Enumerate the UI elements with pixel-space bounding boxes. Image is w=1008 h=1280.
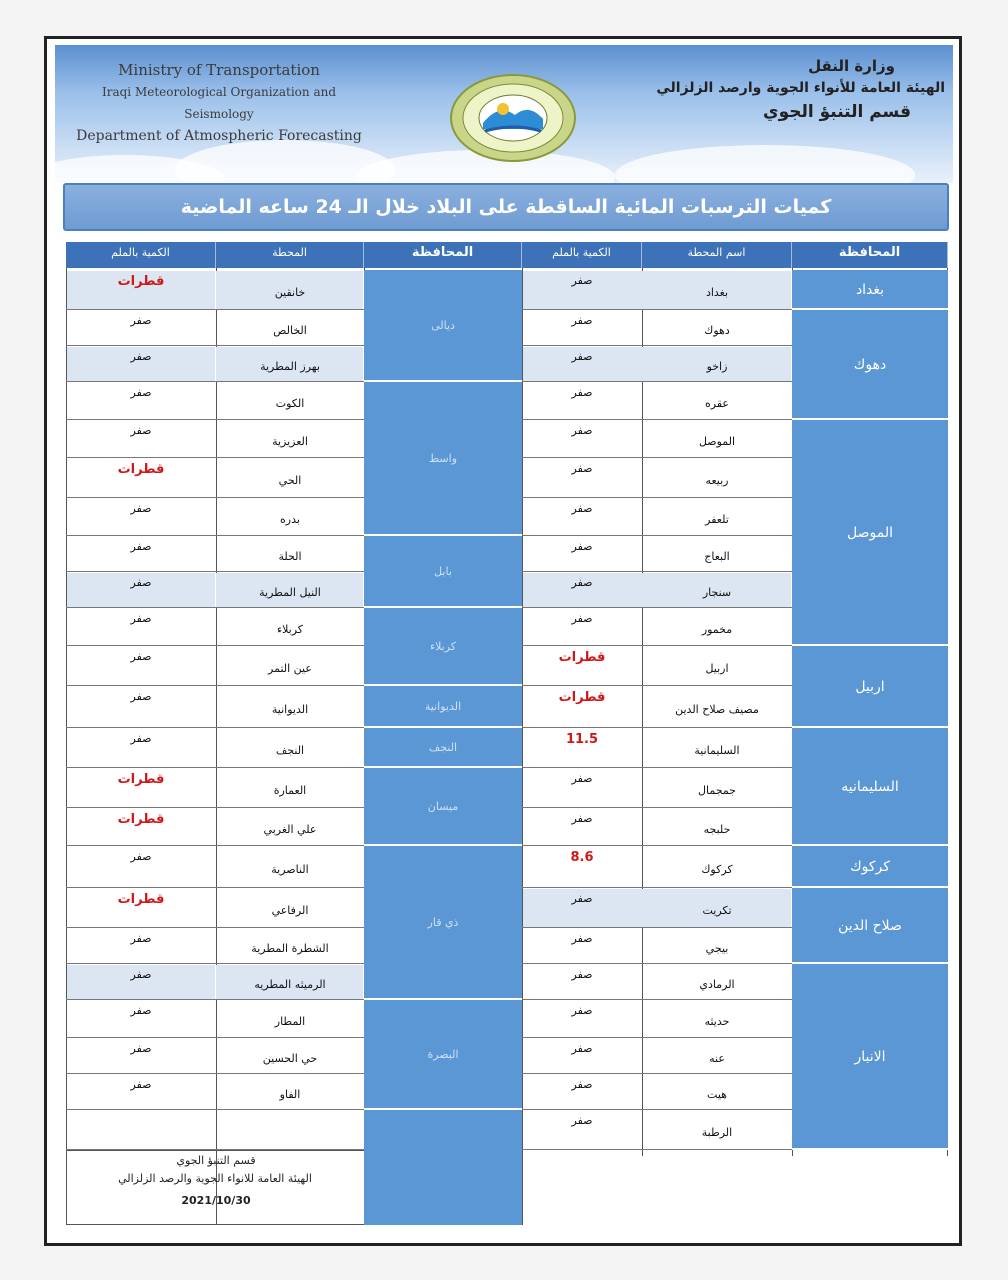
left-station-name: النيل المطرية	[259, 586, 321, 599]
right-rain-amount: صفر	[571, 1042, 593, 1055]
left-rain-amount: قطرات	[117, 462, 165, 477]
left-station-name: حي الحسين	[262, 1052, 318, 1065]
report-title: كميات الترسبات المائية الساقطة على البلاد خلال الـ 24 ساعه الماضية	[180, 196, 832, 218]
left-rain-amount: صفر	[130, 732, 152, 745]
right-rain-amount: صفر	[571, 892, 593, 905]
left-station-name: الديوانية	[271, 703, 309, 716]
left-rain-amount: صفر	[130, 540, 152, 553]
left-station-name: كربلاء	[276, 623, 304, 636]
right-station-name: كركوك	[701, 863, 733, 876]
left-rain-amount: صفر	[130, 968, 152, 981]
right-amount-header: الكمية بالملم	[522, 242, 642, 268]
right-station-name: جمجمال	[698, 784, 736, 797]
signature-organization: الهيئة العامة للانواء الجوية والرصد الزلزالي	[118, 1172, 312, 1185]
right-station-name: الرمادي	[699, 978, 735, 991]
left-station-name: العزيزية	[272, 435, 308, 448]
left-station-name: النجف	[275, 744, 305, 757]
left-rain-amount: صفر	[130, 424, 152, 437]
left-station-name: الرميثه المطريه	[254, 978, 326, 991]
left-rain-amount: صفر	[130, 1078, 152, 1091]
left-station-name: المطار	[274, 1015, 306, 1028]
right-rain-amount: صفر	[571, 502, 593, 515]
right-station-name: الموصل	[698, 435, 736, 448]
left-governorate-header: المحافظة	[364, 242, 522, 268]
left-station-name: عين التمر	[268, 662, 312, 675]
right-station-name: زاخو	[706, 360, 728, 373]
report-sheet	[44, 36, 962, 1246]
right-rain-amount: صفر	[571, 1004, 593, 1017]
precipitation-table	[66, 242, 948, 1226]
right-governorate-cell: الانبار	[792, 964, 948, 1150]
left-rain-amount: قطرات	[117, 274, 165, 289]
right-station-name: تلعفر	[705, 513, 729, 526]
ministry-name-en: Ministry of Transportation	[118, 61, 320, 79]
signature-date: 2021/10/30	[181, 1194, 251, 1207]
left-rain-amount: صفر	[130, 386, 152, 399]
right-rain-amount: 8.6	[570, 850, 594, 865]
left-station-name: الناصرية	[271, 863, 309, 876]
organization-name-en: Iraqi Meteorological Organization and Seismology	[101, 85, 337, 121]
right-rain-amount: صفر	[571, 462, 593, 475]
left-amount-header: الكمية بالملم	[66, 242, 216, 268]
left-governorate-cell: ميسان	[364, 768, 522, 846]
left-rain-amount: صفر	[130, 1042, 152, 1055]
right-station-name: مصيف صلاح الدين	[675, 703, 759, 716]
letterhead	[55, 45, 953, 183]
right-governorate-cell: دهوك	[792, 310, 948, 420]
right-governorate-cell: كركوك	[792, 846, 948, 888]
left-station-name: الخالص	[273, 324, 307, 337]
right-station-name: بغداد	[705, 286, 729, 299]
right-rain-amount: صفر	[571, 540, 593, 553]
right-station-name: عنه	[709, 1052, 725, 1065]
right-governorate-cell: اربيل	[792, 646, 948, 728]
left-station-name: الكوت	[275, 397, 305, 410]
left-rain-amount: صفر	[130, 1004, 152, 1017]
left-rain-amount: قطرات	[117, 772, 165, 787]
organization-name-ar: الهيئة العامة للأنواء الجوية وارصد الزلزالي	[656, 80, 945, 96]
right-station-name: سنجار	[702, 586, 732, 599]
right-station-name: السليمانية	[694, 744, 740, 757]
left-governorate-cell: النجف	[364, 728, 522, 768]
right-station-name: ربيعه	[705, 474, 729, 487]
left-rain-amount: صفر	[130, 932, 152, 945]
signature-department: قسم التنبؤ الجوي	[176, 1154, 256, 1167]
left-rain-amount: صفر	[130, 612, 152, 625]
right-rain-amount: صفر	[571, 386, 593, 399]
left-station-name: العمارة	[273, 784, 307, 797]
right-rain-amount: صفر	[571, 314, 593, 327]
left-governorate-cell: واسط	[364, 382, 522, 536]
right-rain-amount: قطرات	[558, 690, 606, 705]
english-letterhead	[69, 59, 369, 147]
right-station-name: حلبجه	[703, 823, 731, 836]
arabic-letterhead	[645, 55, 945, 125]
left-governorate-cell: الديوانية	[364, 686, 522, 728]
right-station-name: عقره	[705, 397, 729, 410]
left-station-name: الحي	[278, 474, 302, 487]
right-governorate-cell: السليمانيه	[792, 728, 948, 846]
right-rain-amount: قطرات	[558, 650, 606, 665]
left-station-name: الحلة	[278, 550, 302, 563]
right-rain-amount: صفر	[571, 932, 593, 945]
left-rain-amount: صفر	[130, 350, 152, 363]
right-station-name: حديثه	[704, 1015, 730, 1028]
left-rain-amount: صفر	[130, 650, 152, 663]
right-station-header: اسم المحطة	[642, 242, 792, 268]
right-governorate-header: المحافظة	[792, 242, 948, 268]
left-station-name: بدره	[280, 513, 300, 526]
left-governorate-cell: البصرة	[364, 1000, 522, 1110]
right-rain-amount: صفر	[571, 772, 593, 785]
department-name-en: Department of Atmospheric Forecasting	[76, 128, 362, 144]
left-rain-amount: صفر	[130, 576, 152, 589]
left-station-name: الرفاعي	[271, 904, 309, 917]
table-row	[66, 1110, 364, 1150]
left-governorate-cell: كربلاء	[364, 608, 522, 686]
right-rain-amount: صفر	[571, 1114, 593, 1127]
right-station-name: اربيل	[705, 662, 729, 675]
right-rain-amount: صفر	[571, 1078, 593, 1091]
left-rain-amount: قطرات	[117, 812, 165, 827]
left-rain-amount: صفر	[130, 314, 152, 327]
left-governorate-cell: ذي قار	[364, 846, 522, 1000]
right-station-name: بيجي	[705, 942, 729, 955]
right-rain-amount: صفر	[571, 274, 593, 287]
right-rain-amount: صفر	[571, 576, 593, 589]
department-name-ar: قسم التنبؤ الجوي	[763, 102, 911, 122]
right-rain-amount: 11.5	[565, 732, 599, 747]
right-rain-amount: صفر	[571, 812, 593, 825]
left-rain-amount: صفر	[130, 690, 152, 703]
report-title-bar	[63, 183, 949, 231]
right-rain-amount: صفر	[571, 612, 593, 625]
right-rain-amount: صفر	[571, 350, 593, 363]
left-station-name: خانقين	[274, 286, 306, 299]
right-station-name: تكريت	[702, 904, 732, 917]
right-station-name: مخمور	[701, 623, 733, 636]
left-governorate-footer	[364, 1110, 522, 1225]
right-governorate-cell: بغداد	[792, 270, 948, 310]
left-governorate-cell: بابل	[364, 536, 522, 608]
right-station-name: دهوك	[704, 324, 730, 337]
left-station-name: الفاو	[279, 1088, 301, 1101]
right-rain-amount: صفر	[571, 424, 593, 437]
right-governorate-cell: الموصل	[792, 420, 948, 646]
right-station-name: الرطبة	[701, 1126, 733, 1139]
right-station-name: البعاج	[704, 550, 730, 563]
left-governorate-cell: ديالى	[364, 270, 522, 382]
left-station-name: علي الغربي	[263, 823, 317, 836]
ministry-name-ar: وزارة النقل	[808, 57, 895, 75]
left-rain-amount: صفر	[130, 850, 152, 863]
right-station-name: هيت	[707, 1088, 727, 1101]
left-station-header: المحطة	[216, 242, 364, 268]
right-governorate-cell: صلاح الدين	[792, 888, 948, 964]
right-rain-amount: صفر	[571, 968, 593, 981]
left-rain-amount: صفر	[130, 502, 152, 515]
organization-logo	[449, 73, 577, 163]
left-station-name: الشطرة المطرية	[251, 942, 329, 955]
left-rain-amount: قطرات	[117, 892, 165, 907]
left-station-name: بهرز المطرية	[260, 360, 320, 373]
